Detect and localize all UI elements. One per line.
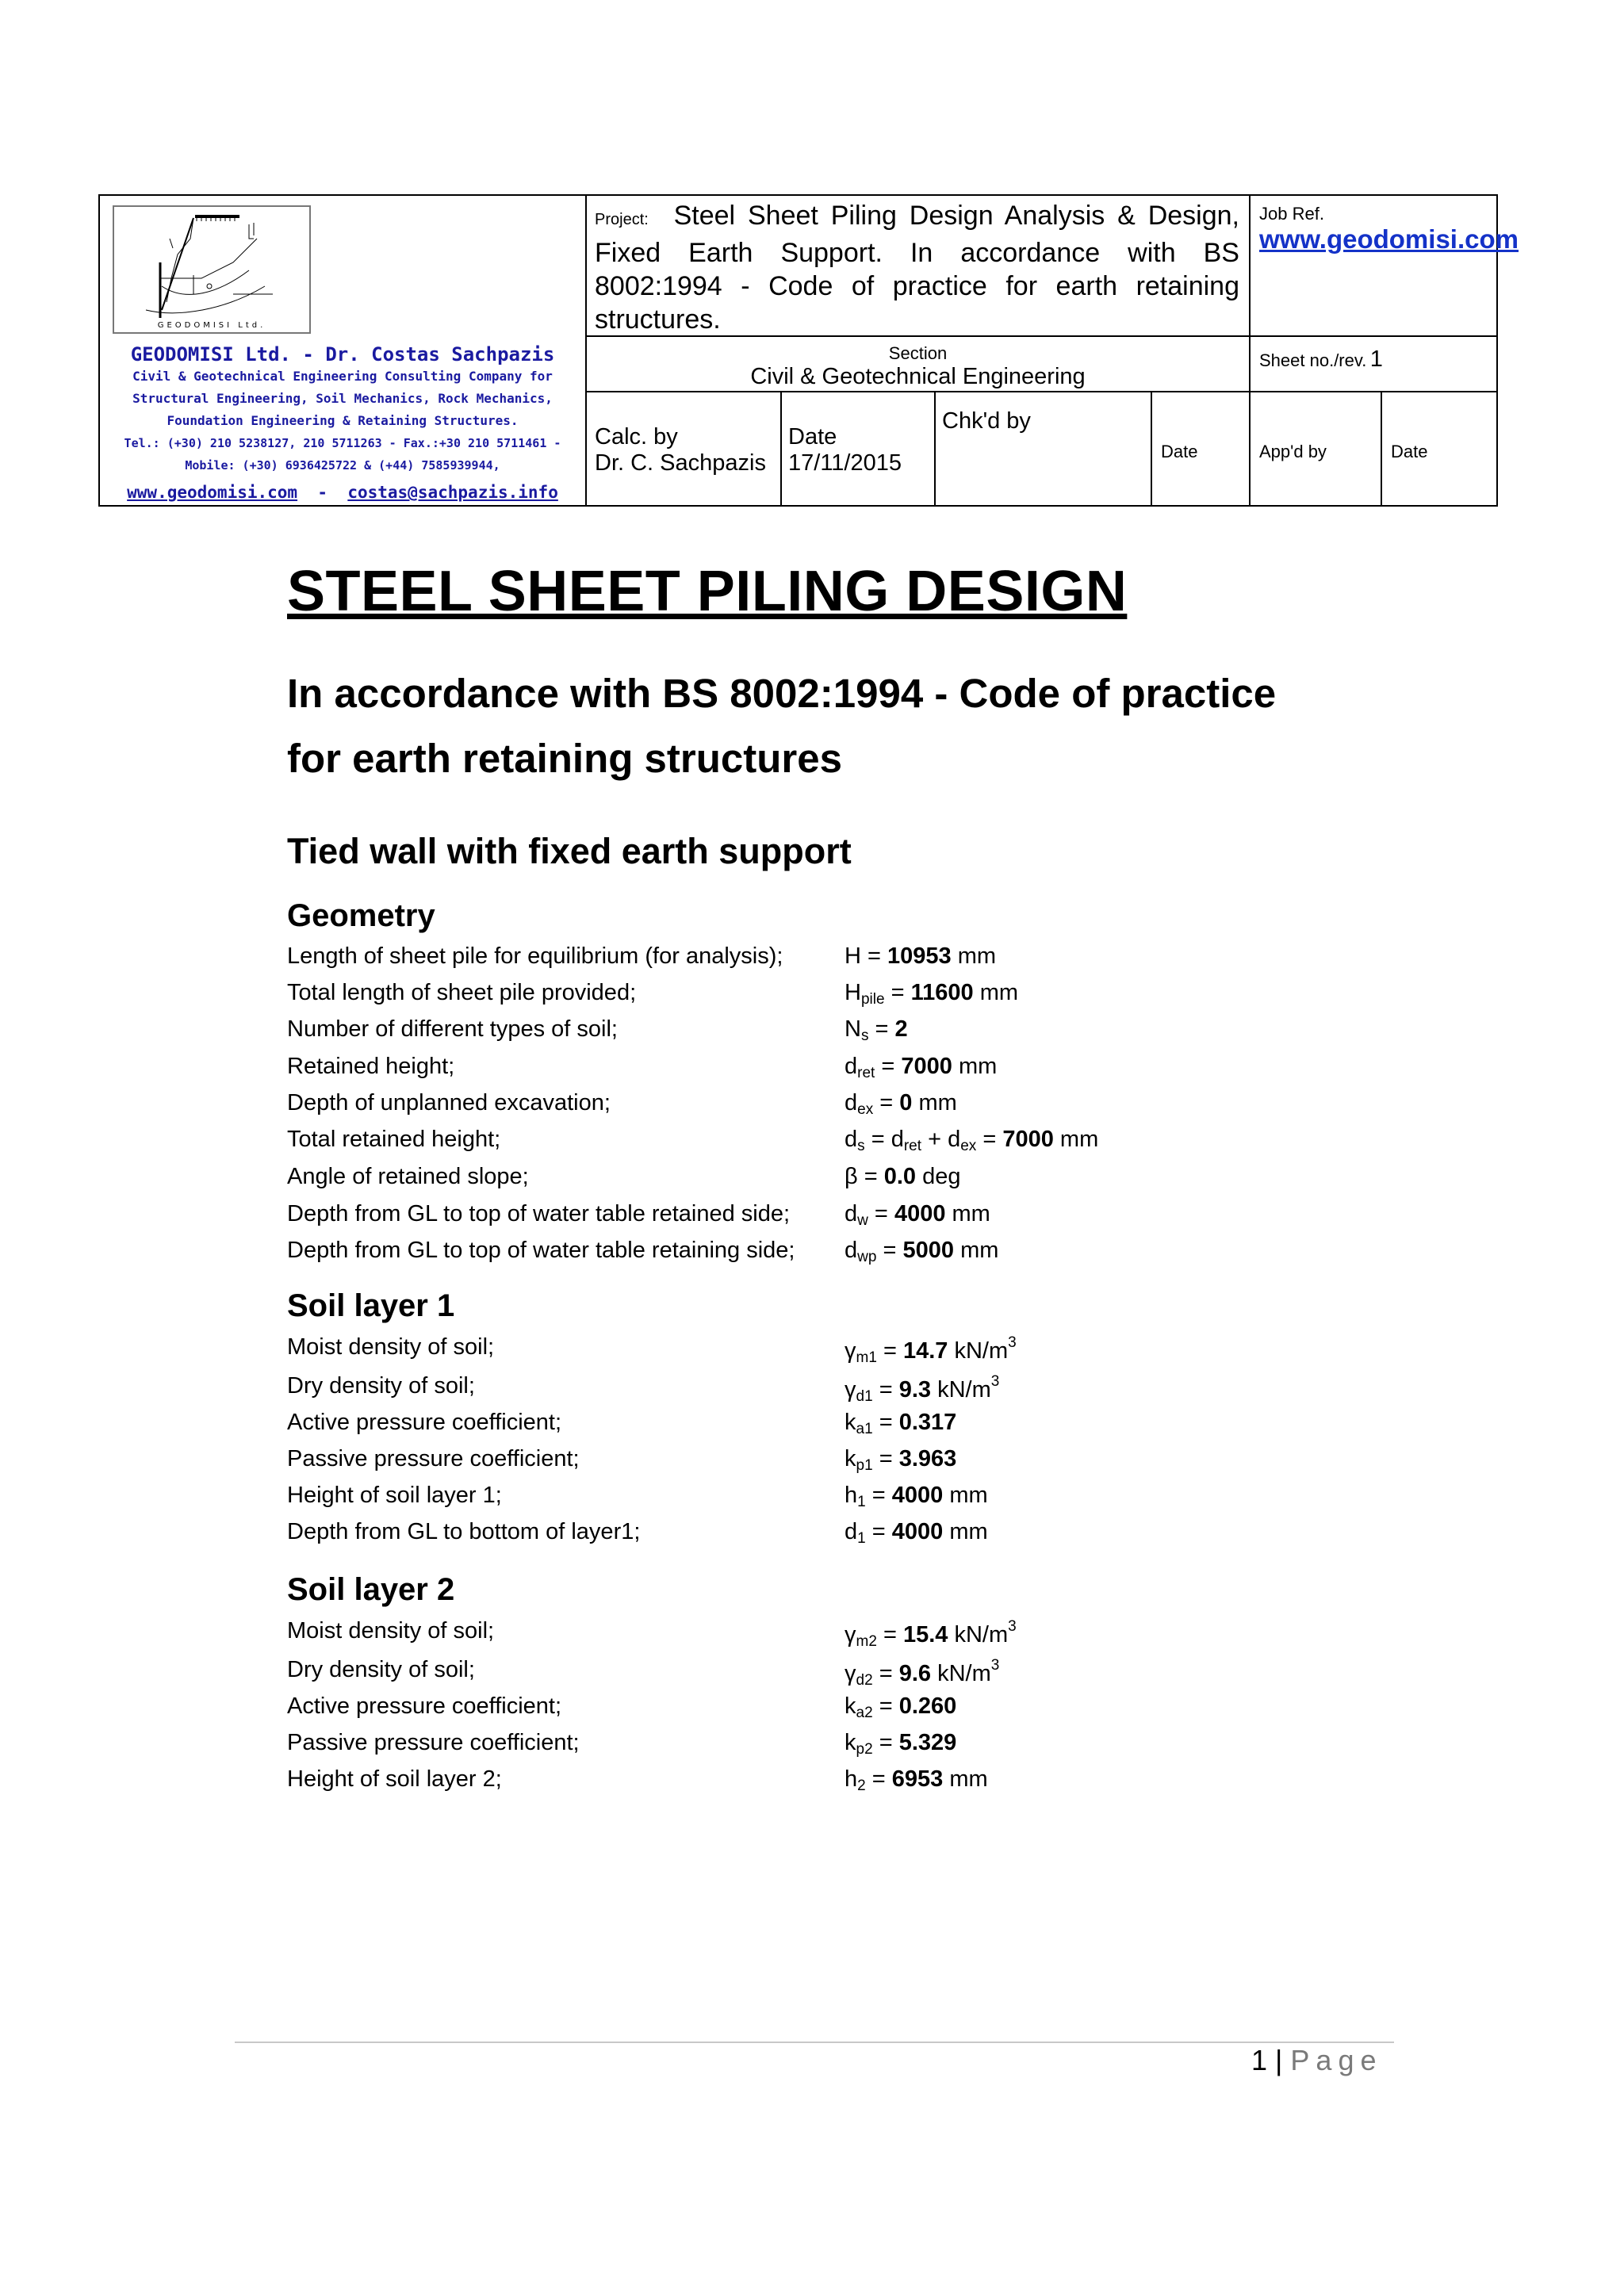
parameter-label: Moist density of soil; — [287, 1618, 495, 1644]
parameter-label: Height of soil layer 1; — [287, 1483, 502, 1508]
parameter-number: 15.4 — [902, 1622, 948, 1647]
parameter-number: 0.0 — [883, 1164, 917, 1189]
parameter-value — [845, 1693, 956, 1722]
parameter-subscript: d1 — [856, 1388, 873, 1405]
job-ref-link[interactable]: www.geodomisi.com — [1259, 224, 1519, 254]
equals-sign: = — [865, 1519, 892, 1544]
divider — [585, 391, 1498, 392]
parameter-value — [845, 1090, 957, 1119]
equals-sign: = — [872, 1446, 899, 1471]
footer-divider — [235, 2042, 1394, 2043]
page-number — [1251, 2044, 1383, 2077]
parameter-unit: mm — [943, 1766, 988, 1792]
parameter-label: Moist density of soil; — [287, 1334, 495, 1360]
parameter-row — [287, 1519, 1477, 1551]
sheet-value: 1 — [1369, 346, 1383, 372]
equals-sign: = — [872, 1377, 899, 1402]
parameter-unit: kN/m — [948, 1338, 1009, 1364]
date3-label: Date — [1391, 442, 1428, 461]
parameter-row — [287, 943, 1477, 975]
parameter-label: Height of soil layer 2; — [287, 1766, 502, 1792]
parameter-symbol: k — [845, 1730, 856, 1755]
parameter-label: Depth from GL to bottom of layer1; — [287, 1519, 641, 1544]
parameter-subscript: 1 — [857, 1494, 866, 1510]
parameter-symbol: γ — [845, 1661, 856, 1686]
parameter-value — [845, 1446, 956, 1475]
parameter-value — [845, 1483, 988, 1511]
equals-sign: = — [868, 1016, 895, 1043]
parameter-row — [287, 980, 1477, 1012]
parameter-symbol: h — [845, 1766, 858, 1792]
approved-by-label: App'd by — [1259, 442, 1327, 461]
equals-sign: = — [872, 1661, 899, 1686]
section-value: Civil & Geotechnical Engineering — [750, 364, 1086, 389]
parameter-number: 10953 — [887, 943, 952, 969]
parameter-number: 0 — [899, 1089, 913, 1115]
parameter-subscript: s — [857, 1138, 865, 1154]
parameter-unit: kN/m — [931, 1661, 991, 1686]
parameter-subscript: 1 — [857, 1530, 866, 1547]
divider — [1151, 391, 1152, 507]
parameter-unit: mm — [973, 980, 1019, 1006]
parameter-label: Depth from GL to top of water table retaining side; — [287, 1238, 795, 1264]
parameter-unit: mm — [951, 943, 997, 969]
parameter-symbol: β — [845, 1164, 858, 1189]
project-cell — [595, 199, 1239, 336]
parameter-number: 0.317 — [898, 1410, 957, 1435]
company-description: Foundation Engineering & Retaining Structures. — [167, 413, 519, 428]
parameter-number: 5.329 — [898, 1730, 957, 1755]
parameter-value — [845, 1054, 997, 1082]
parameter-label: Total retained height; — [287, 1127, 501, 1152]
parameter-value — [845, 1334, 1017, 1367]
parameter-value — [845, 943, 996, 970]
parameter-symbol: d — [845, 1238, 858, 1264]
parameter-subscript: wp — [857, 1249, 877, 1266]
parameter-label: Retained height; — [287, 1053, 455, 1079]
parameter-subscript: a2 — [856, 1705, 873, 1721]
equation-text: = d — [864, 1127, 904, 1152]
equation-subscript: ret — [903, 1138, 922, 1154]
parameter-unit: mm — [952, 1053, 998, 1079]
date2-cell — [1161, 442, 1248, 462]
parameter-subscript: d2 — [856, 1672, 873, 1689]
parameter-value — [845, 1730, 956, 1758]
parameter-unit: deg — [916, 1164, 961, 1189]
approved-by-cell — [1259, 442, 1378, 462]
parameter-unit: kN/m — [948, 1622, 1009, 1647]
parameter-symbol: d — [845, 1127, 858, 1152]
document-title: STEEL SHEET PILING DESIGN — [287, 560, 1128, 623]
parameter-subscript: ex — [857, 1100, 874, 1118]
parameter-value — [845, 1519, 988, 1548]
parameter-label: Dry density of soil; — [287, 1657, 475, 1682]
divider — [1381, 391, 1382, 507]
parameter-symbol: k — [845, 1410, 856, 1435]
geometry-heading: Geometry — [287, 898, 435, 933]
subtitle-line: In accordance with BS 8002:1994 - Code of practice — [287, 671, 1277, 716]
parameter-row — [287, 1334, 1477, 1366]
parameter-value — [845, 1127, 1098, 1155]
company-description: Civil & Geotechnical Engineering Consulting Company for — [132, 369, 553, 384]
parameter-number: 11600 — [910, 980, 974, 1006]
calc-by-cell — [595, 424, 777, 476]
company-name: GEODOMISI Ltd. - Dr. Costas Sachpazis — [130, 343, 555, 365]
parameter-label: Active pressure coefficient; — [287, 1693, 562, 1719]
parameter-row — [287, 1016, 1477, 1048]
equals-sign: = — [868, 1201, 894, 1226]
parameter-number: 9.3 — [898, 1377, 932, 1402]
equals-sign: = — [873, 1089, 900, 1115]
parameter-row — [287, 1410, 1477, 1441]
parameter-number: 0.260 — [898, 1693, 957, 1719]
parameter-row — [287, 1054, 1477, 1085]
parameter-number: 9.6 — [898, 1661, 932, 1686]
header-table — [98, 194, 1519, 507]
parameter-row — [287, 1657, 1477, 1689]
parameter-label: Angle of retained slope; — [287, 1164, 529, 1189]
sheet-label: Sheet no./rev. — [1259, 350, 1367, 370]
parameter-label: Number of different types of soil; — [287, 1016, 618, 1043]
parameter-number: 4000 — [891, 1483, 944, 1508]
parameter-number: 7000 — [1002, 1127, 1054, 1152]
date-cell — [788, 424, 931, 476]
parameter-value — [845, 1373, 999, 1406]
parameter-number: 3.963 — [898, 1446, 957, 1471]
equals-sign: = — [860, 943, 888, 969]
section-heading: Tied wall with fixed earth support — [287, 831, 852, 871]
parameter-value — [845, 1016, 908, 1045]
parameter-row — [287, 1090, 1477, 1122]
company-website-link[interactable]: www.geodomisi.com — [127, 483, 298, 502]
parameter-row — [287, 1446, 1477, 1478]
parameter-label: Dry density of soil; — [287, 1373, 475, 1399]
parameter-label: Passive pressure coefficient; — [287, 1446, 580, 1471]
parameter-number: 6953 — [891, 1766, 944, 1792]
company-phone: Tel.: (+30) 210 5238127, 210 5711263 - Fax.:+30 210 5711461 - — [124, 436, 561, 450]
parameter-number: 4000 — [894, 1201, 946, 1226]
parameter-symbol: γ — [845, 1377, 856, 1402]
parameter-row — [287, 1483, 1477, 1514]
parameter-number: 2 — [894, 1016, 908, 1043]
parameter-unit: mm — [943, 1519, 988, 1544]
parameter-value — [845, 1238, 998, 1266]
parameter-unit: mm — [954, 1238, 999, 1264]
parameter-row — [287, 1730, 1477, 1762]
company-description: Structural Engineering, Soil Mechanics, Rock Mechanics, — [132, 391, 553, 406]
parameter-symbol: d — [845, 1201, 858, 1226]
parameter-unit: mm — [1053, 1127, 1099, 1152]
parameter-value — [845, 1766, 988, 1795]
parameter-value — [845, 1618, 1017, 1651]
parameter-symbol: d — [845, 1053, 858, 1079]
soil-layer-1-heading: Soil layer 1 — [287, 1288, 455, 1323]
divider — [1249, 196, 1251, 507]
parameter-symbol: k — [845, 1693, 856, 1719]
equals-sign: = — [876, 1338, 903, 1364]
parameter-row — [287, 1201, 1477, 1233]
checked-by-cell — [942, 408, 1148, 434]
unit-superscript: 3 — [1008, 1334, 1017, 1351]
date-value: 17/11/2015 — [788, 450, 902, 476]
link-separator: - — [317, 483, 328, 502]
parameter-symbol: d — [845, 1519, 858, 1544]
equals-sign: = — [875, 1053, 902, 1079]
equals-sign: = — [857, 1164, 884, 1189]
page-number-value: 1 — [1251, 2044, 1268, 2076]
soil-layer-2-heading: Soil layer 2 — [287, 1572, 455, 1607]
parameter-unit: kN/m — [931, 1377, 991, 1402]
parameter-label: Depth of unplanned excavation; — [287, 1089, 611, 1115]
date3-cell — [1391, 442, 1494, 462]
parameter-number: 5000 — [902, 1238, 955, 1264]
parameter-label: Passive pressure coefficient; — [287, 1730, 580, 1755]
parameter-subscript: ret — [857, 1064, 875, 1081]
parameter-subscript: pile — [860, 991, 885, 1008]
parameter-value — [845, 1201, 990, 1230]
parameter-row — [287, 1127, 1477, 1158]
equals-sign: = — [876, 1238, 903, 1264]
equals-sign: = — [865, 1766, 892, 1792]
date2-label: Date — [1161, 442, 1198, 461]
company-links — [100, 483, 585, 502]
parameter-label: Active pressure coefficient; — [287, 1410, 562, 1435]
sheet-cell — [1259, 346, 1497, 373]
calc-by-value: Dr. C. Sachpazis — [595, 450, 766, 476]
retaining-wall-logo-icon — [114, 207, 309, 332]
logo-text: GEODOMISI Ltd. — [157, 321, 266, 330]
parameter-row — [287, 1618, 1477, 1650]
parameter-symbol: γ — [845, 1622, 856, 1647]
parameter-row — [287, 1238, 1477, 1269]
parameter-number: 4000 — [891, 1519, 944, 1544]
parameter-number: 14.7 — [902, 1338, 948, 1364]
project-description: Steel Sheet Piling Design Analysis & Design, Fixed Earth Support. In accordance with BS 8002:1994 - Code of practice for earth retaining structures. — [595, 201, 1239, 335]
parameter-subscript: a1 — [856, 1421, 873, 1437]
unit-superscript: 3 — [1008, 1618, 1017, 1635]
equation-subscript: ex — [960, 1138, 977, 1154]
equals-sign: = — [865, 1483, 892, 1508]
company-mobile: Mobile: (+30) 6936425722 & (+44) 7585939944, — [185, 458, 500, 473]
parameter-symbol: H — [845, 980, 861, 1006]
divider — [780, 391, 782, 507]
parameter-symbol: N — [845, 1016, 861, 1043]
parameter-value — [845, 1164, 961, 1190]
subtitle-line: for earth retaining structures — [287, 736, 842, 781]
equals-sign: = — [872, 1693, 899, 1719]
unit-superscript: 3 — [990, 1657, 1000, 1674]
equals-sign: = — [884, 980, 911, 1006]
parameter-value — [845, 980, 1018, 1008]
parameter-unit: mm — [943, 1483, 988, 1508]
parameter-label: Total length of sheet pile provided; — [287, 980, 637, 1006]
parameter-label: Length of sheet pile for equilibrium (for analysis); — [287, 943, 783, 969]
parameter-row — [287, 1373, 1477, 1405]
parameter-value — [845, 1657, 999, 1689]
company-email-link[interactable]: costas@sachpazis.info — [347, 483, 558, 502]
parameter-row — [287, 1164, 1477, 1196]
page-separator: | — [1275, 2044, 1283, 2076]
parameter-subscript: p2 — [856, 1741, 873, 1758]
document-subtitle — [287, 661, 1397, 791]
parameter-unit: mm — [945, 1201, 990, 1226]
parameter-number: 7000 — [901, 1053, 952, 1079]
date-label: Date — [788, 424, 837, 450]
equation-text: = — [976, 1127, 1003, 1152]
equals-sign: = — [872, 1730, 899, 1755]
parameter-subscript: w — [857, 1212, 868, 1229]
parameter-subscript: p1 — [856, 1457, 873, 1474]
section-label: Section — [888, 343, 948, 363]
project-label: Project: — [595, 211, 649, 228]
parameter-subscript: 2 — [857, 1777, 866, 1794]
parameter-row — [287, 1693, 1477, 1725]
parameter-subscript: m2 — [856, 1633, 877, 1650]
parameter-unit: mm — [912, 1089, 957, 1115]
parameter-symbol: γ — [845, 1338, 856, 1364]
parameter-value — [845, 1410, 956, 1438]
job-ref-label: Job Ref. — [1259, 204, 1324, 224]
parameter-symbol: k — [845, 1446, 856, 1471]
divider — [934, 391, 936, 507]
section-cell — [587, 343, 1249, 390]
parameter-subscript: s — [860, 1027, 869, 1045]
unit-superscript: 3 — [990, 1373, 1000, 1390]
parameter-symbol: h — [845, 1483, 858, 1508]
parameter-symbol: d — [845, 1089, 858, 1115]
equation-text: + d — [921, 1127, 961, 1152]
parameter-row — [287, 1766, 1477, 1798]
equals-sign: = — [872, 1410, 899, 1435]
company-info — [100, 343, 585, 502]
parameter-symbol: H — [845, 943, 861, 969]
page-word: Page — [1290, 2044, 1383, 2076]
parameter-subscript: m1 — [856, 1349, 877, 1366]
equals-sign: = — [876, 1622, 903, 1647]
checked-by-label: Chk'd by — [942, 408, 1031, 434]
calc-by-label: Calc. by — [595, 424, 678, 450]
parameter-label: Depth from GL to top of water table retained side; — [287, 1201, 791, 1226]
company-logo — [113, 205, 311, 334]
job-ref-cell — [1259, 204, 1519, 254]
